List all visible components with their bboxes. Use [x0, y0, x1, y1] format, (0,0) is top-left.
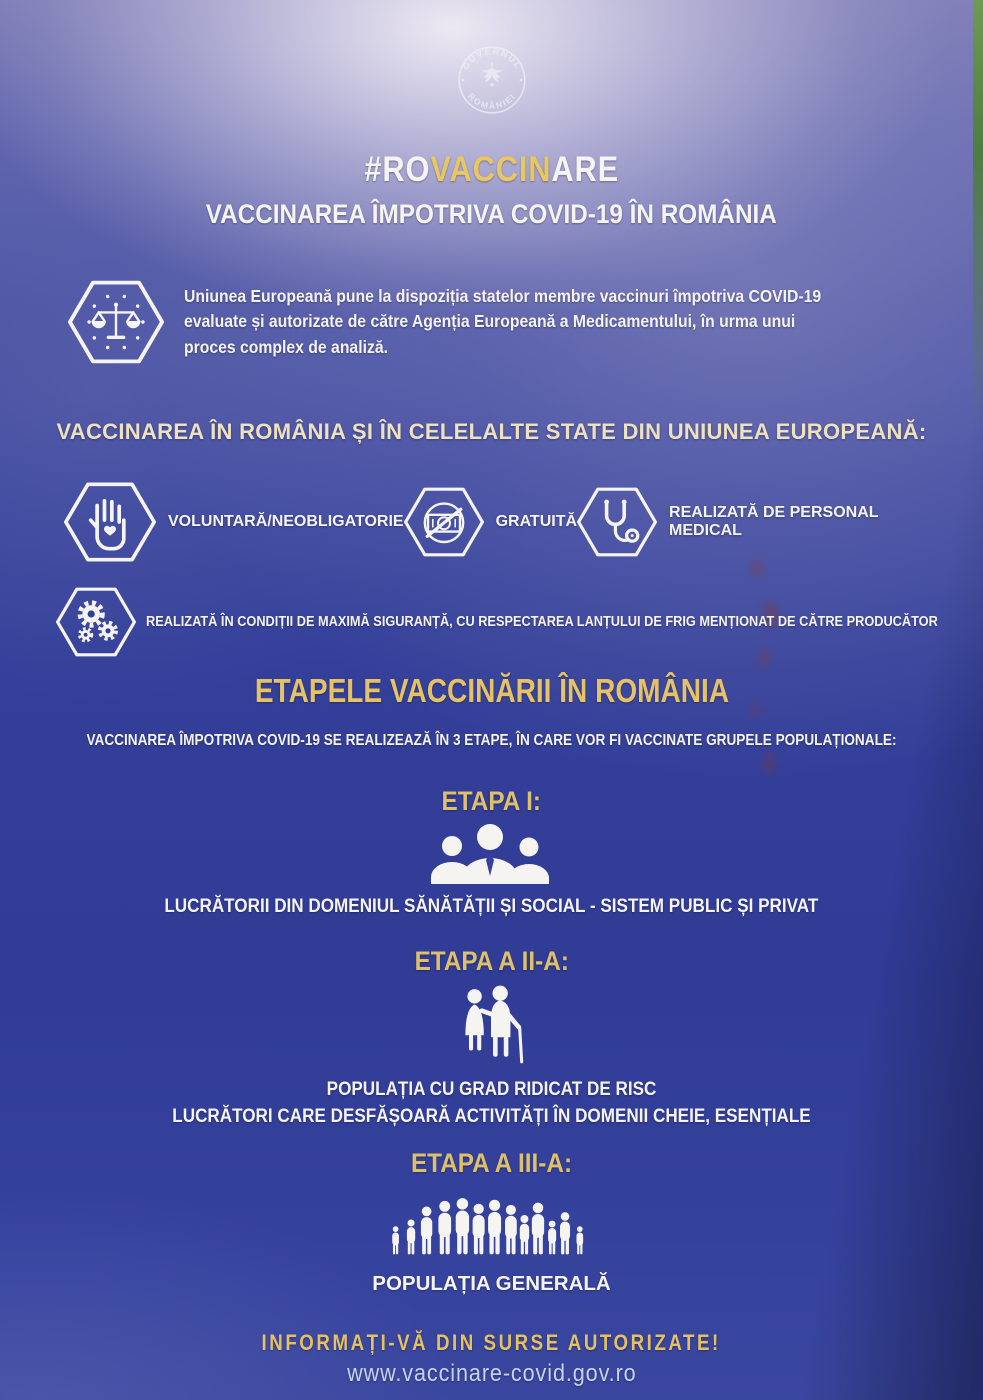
stage2-title: ETAPA A II-A:	[414, 946, 569, 976]
stages-intro: VACCINAREA ÎMPOTRIVA COVID-19 SE REALIZEAZĂ ÎN 3 ETAPE, ÎN CARE VOR FI VACCINATE GRUPELE POPULAȚIONALE:	[86, 732, 897, 749]
stage1-line: LUCRĂTORII DIN DOMENIUL SĂNĂTĂȚII ȘI SOCIAL - SISTEM PUBLIC ȘI PRIVAT	[164, 896, 819, 917]
elderly-couple-icon	[0, 982, 983, 1070]
feature-label: GRATUITĂ	[495, 513, 578, 530]
no-money-icon	[404, 480, 484, 564]
workers-group-icon	[0, 822, 983, 884]
title-hash-part: #RO	[364, 150, 431, 189]
stage1-title: ETAPA I:	[441, 786, 542, 816]
title-highlight-part: VACCIN	[430, 150, 552, 189]
footer-url: www.vaccinare-covid.gov.ro	[346, 1360, 637, 1387]
feature-medical	[577, 480, 925, 564]
stage2-lines: POPULAȚIA CU GRAD RIDICAT DE RISC LUCRĂTORI CARE DESFĂȘOARĂ ACTIVITĂȚI ÎN DOMENII CHEIE, ESENȚIALE	[172, 1079, 811, 1127]
feature-label: VOLUNTARĂ/NEOBLIGATORIE	[168, 513, 404, 530]
title-end-part: ARE	[551, 150, 619, 189]
feature-label: REALIZATĂ DE PERSONAL MEDICAL	[669, 504, 879, 539]
seal-bottom-text: ROMÂNIEI	[465, 91, 519, 111]
gears-icon	[56, 580, 136, 664]
eu-heading: VACCINAREA ÎN ROMÂNIA ȘI ÎN CELELALTE STATE DIN UNIUNEA EUROPEANĂ:	[56, 419, 927, 444]
stage3-line: POPULAȚIA GENERALĂ	[372, 1272, 611, 1295]
government-seal	[444, 32, 540, 133]
poster-subtitle: VACCINAREA ÎMPOTRIVA COVID-19 ÎN ROMÂNIA	[205, 199, 778, 229]
stethoscope-icon	[577, 480, 657, 564]
crowd-icon	[0, 1186, 983, 1256]
footer-cta: INFORMAȚI-VĂ DIN SURSE AUTORIZATE!	[261, 1330, 722, 1355]
reflection-smudge	[763, 752, 775, 774]
hand-heart-icon	[64, 474, 156, 570]
seal-top-text: GUVERNUL	[460, 46, 524, 72]
stage3-title: ETAPA A III-A:	[410, 1148, 573, 1178]
poster-title	[0, 150, 983, 190]
eu-scales-hexagon-icon	[68, 272, 164, 372]
feature-label: REALIZATĂ ÎN CONDIȚII DE MAXIMĂ SIGURANȚĂ, CU RESPECTAREA LANȚULUI DE FRIG MENȚIONAT DE CĂTRE PRODUCĂTOR	[146, 614, 938, 630]
features-row	[64, 474, 925, 570]
eu-info-text: Uniunea Europeană pune la dispoziția statelor membre vaccinuri împotriva COVID-19 evaluate și autorizate de către Agenția Europeană a Medicamentului, în urma unui proces complex de analiză.	[184, 285, 822, 357]
feature-voluntary	[64, 474, 404, 570]
feature-free	[404, 480, 577, 564]
stages-heading: ETAPELE VACCINĂRII ÎN ROMÂNIA	[254, 672, 729, 709]
eu-info-block	[68, 272, 915, 372]
coat-of-arms-eagle-icon	[482, 62, 503, 86]
feature-safety	[56, 580, 956, 664]
